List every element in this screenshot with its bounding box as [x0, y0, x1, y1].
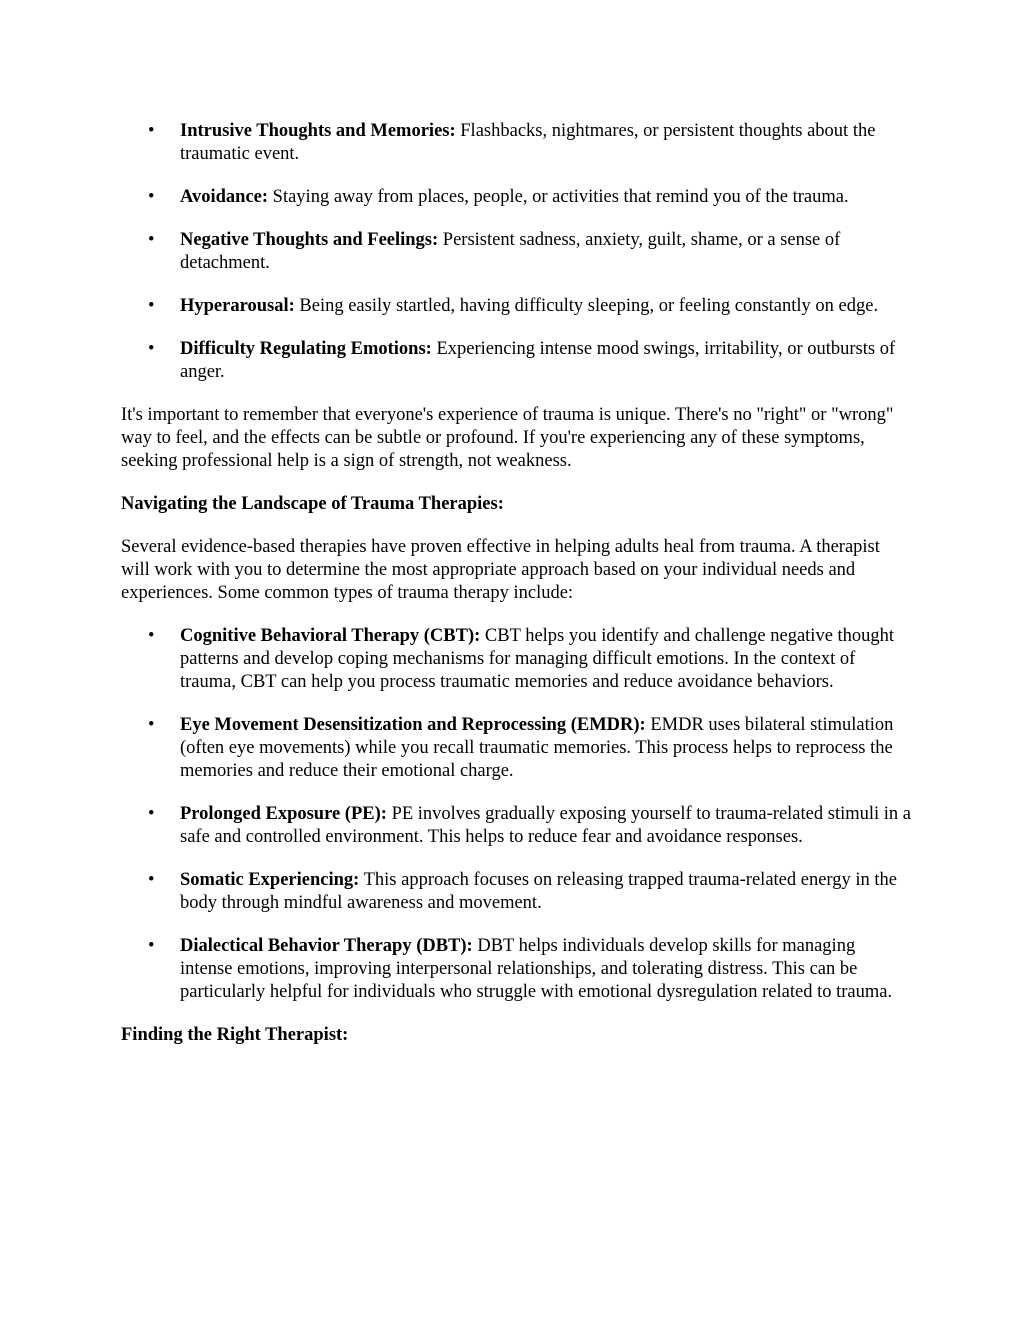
body-paragraph: It's important to remember that everyone's experience of trauma is unique. There's no "right" or "wrong" way to feel, and the effects can be subtle or profound. If you're experiencing any of these symptoms, seeking professional help is a sign of strength, not weakness.: [121, 405, 894, 471]
bullet-icon: •: [148, 230, 155, 250]
list-item-text: Experiencing intense mood swings, irritability, or outbursts of anger.: [180, 339, 896, 382]
symptom-list: [121, 120, 911, 384]
list-item-text: Staying away from places, people, or activities that remind you of the trauma.: [268, 187, 849, 207]
list-item-text: CBT helps you identify and challenge negative thought patterns and develop coping mechanisms for managing difficult emotions. In the context of trauma, CBT can help you process traumatic memories and reduce avoidance behaviors.: [180, 626, 895, 692]
list-item-term: Dialectical Behavior Therapy (DBT):: [180, 936, 473, 956]
list-item-term: Hyperarousal:: [180, 296, 295, 316]
list-item: [121, 869, 911, 915]
list-item: [121, 803, 911, 849]
list-item-text: Being easily startled, having difficulty sleeping, or feeling constantly on edge.: [294, 296, 879, 316]
bullet-icon: •: [148, 626, 155, 646]
bullet-icon: •: [148, 187, 155, 207]
document-page: [121, 120, 911, 1067]
list-item: [121, 120, 911, 166]
list-item: [121, 625, 911, 694]
list-item: [121, 714, 911, 783]
list-item: [121, 338, 911, 384]
list-item-text: DBT helps individuals develop skills for managing intense emotions, improving interpersonal relationships, and tolerating distress. This can be particularly helpful for individuals who struggle with emotional dysregulation related to trauma.: [180, 936, 893, 1002]
section-heading: Finding the Right Therapist:: [121, 1025, 349, 1045]
body-paragraph: Several evidence-based therapies have proven effective in helping adults heal from trauma. A therapist will work with you to determine the most appropriate approach based on your individual needs and experiences. Some common types of trauma therapy include:: [121, 537, 880, 603]
list-item: [121, 186, 911, 209]
list-item-term: Difficulty Regulating Emotions:: [180, 339, 432, 359]
bullet-icon: •: [148, 715, 155, 735]
bullet-icon: •: [148, 339, 155, 359]
list-item-text: Persistent sadness, anxiety, guilt, shame, or a sense of detachment.: [180, 230, 841, 273]
list-item: [121, 295, 911, 318]
list-item-text: EMDR uses bilateral stimulation (often eye movements) while you recall traumatic memories. This process helps to reprocess the memories and reduce their emotional charge.: [180, 715, 894, 781]
list-item-term: Cognitive Behavioral Therapy (CBT):: [180, 626, 481, 646]
list-item: [121, 935, 911, 1004]
list-item: [121, 229, 911, 275]
bullet-icon: •: [148, 804, 155, 824]
list-item-text: PE involves gradually exposing yourself to trauma-related stimuli in a safe and controlled environment. This helps to reduce fear and avoidance responses.: [180, 804, 911, 847]
section-heading: Navigating the Landscape of Trauma Therapies:: [121, 494, 504, 514]
list-item-term: Prolonged Exposure (PE):: [180, 804, 387, 824]
list-item-text: Flashbacks, nightmares, or persistent thoughts about the traumatic event.: [180, 121, 876, 164]
bullet-icon: •: [148, 936, 155, 956]
list-item-term: Negative Thoughts and Feelings:: [180, 230, 439, 250]
list-item-text: This approach focuses on releasing trapped trauma-related energy in the body through mindful awareness and movement.: [180, 870, 897, 913]
bullet-icon: •: [148, 121, 155, 141]
list-item-term: Intrusive Thoughts and Memories:: [180, 121, 456, 141]
bullet-icon: •: [148, 870, 155, 890]
list-item-term: Eye Movement Desensitization and Reprocessing (EMDR):: [180, 715, 646, 735]
list-item-term: Somatic Experiencing:: [180, 870, 360, 890]
list-item-term: Avoidance:: [180, 187, 269, 207]
therapy-list: [121, 625, 911, 1004]
bullet-icon: •: [148, 296, 155, 316]
